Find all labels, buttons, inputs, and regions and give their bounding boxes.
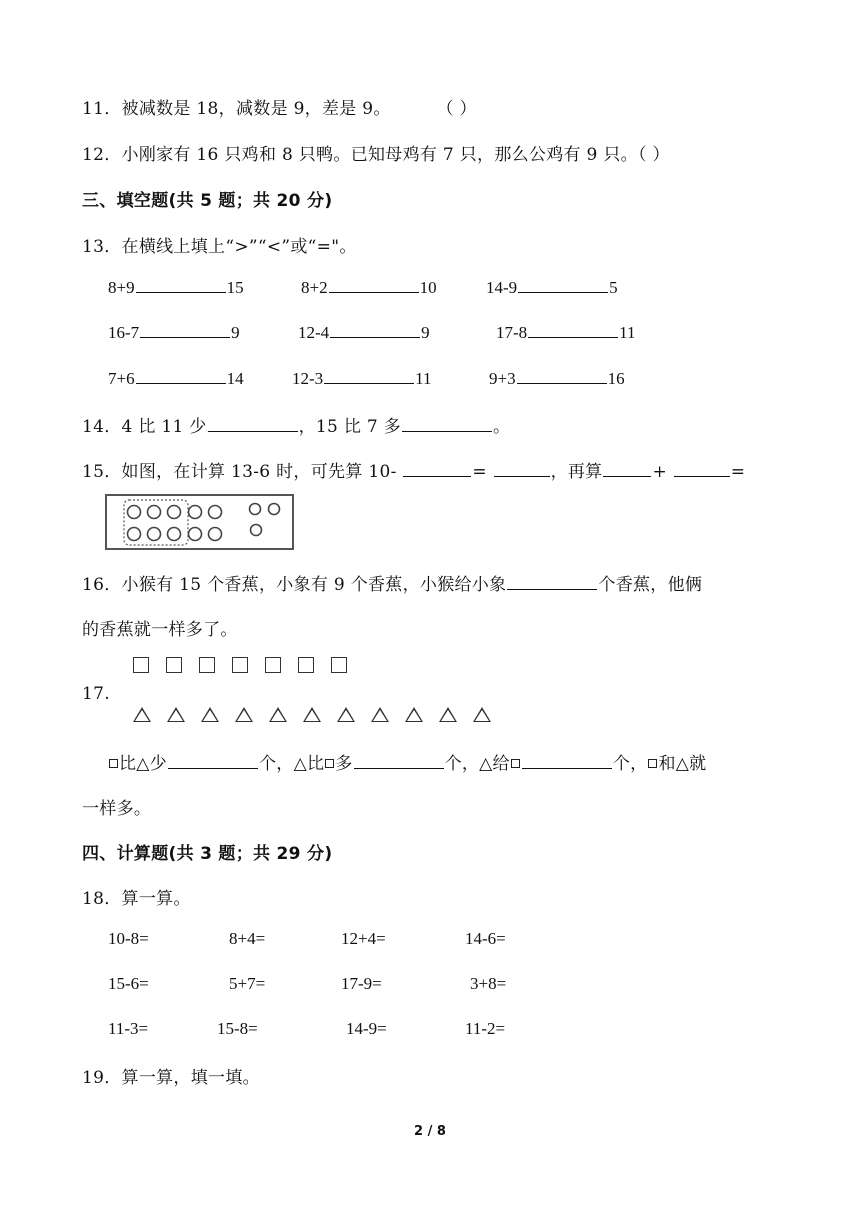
question-15: 15．如图，在计算 13-6 时，可先算 10- = ，再算 + = xyxy=(82,462,746,482)
square-icon xyxy=(166,657,182,673)
circle-icon xyxy=(189,506,202,519)
circles-figure xyxy=(104,491,296,553)
circle-icon xyxy=(168,506,181,519)
question-11 xyxy=(82,94,477,119)
calc-item: 14-6= xyxy=(465,929,506,948)
calc-item: 10-8= xyxy=(108,929,149,948)
squares-row xyxy=(133,657,364,677)
triangle-icon xyxy=(405,707,423,722)
answer-blank[interactable] xyxy=(403,460,471,477)
circle-icon xyxy=(189,528,202,541)
triangle-icon xyxy=(303,707,321,722)
answer-blank[interactable] xyxy=(330,321,420,338)
question-16: 16．小猴有 15 个香蕉，小象有 9 个香蕉，小猴给小象 个香蕉，他俩 xyxy=(82,575,703,595)
circle-icon xyxy=(269,504,280,515)
circle-icon xyxy=(209,506,222,519)
answer-blank[interactable] xyxy=(354,752,444,769)
question-19-text: 19．算一算，填一填。 xyxy=(82,1068,260,1088)
circle-icon xyxy=(250,504,261,515)
answer-blank[interactable] xyxy=(329,276,419,293)
question-14: 14．4 比 11 少 ，15 比 7 多 。 xyxy=(82,417,511,437)
answer-blank[interactable] xyxy=(603,460,651,477)
calc-item: 17-9= xyxy=(341,974,382,993)
circle-icon xyxy=(148,528,161,541)
triangle-icon xyxy=(201,707,219,722)
square-icon xyxy=(298,657,314,673)
answer-parentheses: （ ） xyxy=(436,99,477,119)
compare-item: 7+6 14 xyxy=(108,369,244,388)
question-17-text: 比△少 个，△比 多 个，△给 个， 和△就 xyxy=(108,749,706,774)
square-icon xyxy=(511,759,520,768)
compare-item: 12-4 9 xyxy=(298,323,430,342)
calc-item: 15-8= xyxy=(217,1019,258,1038)
compare-item: 12-3 11 xyxy=(292,369,432,388)
circle-icon xyxy=(168,528,181,541)
answer-blank[interactable] xyxy=(208,415,298,432)
square-icon xyxy=(648,759,657,768)
square-icon xyxy=(265,657,281,673)
circle-icon xyxy=(148,506,161,519)
answer-blank[interactable] xyxy=(528,321,618,338)
triangle-icon xyxy=(371,707,389,722)
answer-blank[interactable] xyxy=(402,415,492,432)
question-17-line-2: 一样多。 xyxy=(82,799,152,819)
compare-item: 8+9 15 xyxy=(108,278,244,297)
answer-blank[interactable] xyxy=(494,460,550,477)
circle-icon xyxy=(251,525,262,536)
question-18-text: 18．算一算。 xyxy=(82,889,191,909)
circle-icon xyxy=(128,528,141,541)
triangle-icon xyxy=(337,707,355,722)
answer-blank[interactable] xyxy=(674,460,730,477)
question-12-text: 12．小刚家有 16 只鸡和 8 只鸭。已知母鸡有 7 只，那么公鸡有 9 只。 xyxy=(82,145,638,165)
answer-blank[interactable] xyxy=(136,276,226,293)
circle-icon xyxy=(209,528,222,541)
compare-item: 9+3 16 xyxy=(489,369,625,388)
calc-item: 12+4= xyxy=(341,929,386,948)
calc-item: 3+8= xyxy=(470,974,507,993)
triangle-icon xyxy=(439,707,457,722)
compare-item: 8+2 10 xyxy=(301,278,437,297)
compare-item: 14-9 5 xyxy=(486,278,618,297)
answer-blank[interactable] xyxy=(140,321,230,338)
answer-blank[interactable] xyxy=(168,752,258,769)
square-icon xyxy=(331,657,347,673)
calc-item: 15-6= xyxy=(108,974,149,993)
compare-item: 17-8 11 xyxy=(496,323,636,342)
square-icon xyxy=(133,657,149,673)
triangles-row xyxy=(133,707,507,726)
calc-item: 8+4= xyxy=(229,929,266,948)
triangle-icon xyxy=(269,707,287,722)
triangle-icon xyxy=(167,707,185,722)
question-12 xyxy=(82,140,670,165)
triangle-icon xyxy=(473,707,491,722)
section-heading-fill-in: 三、填空题(共 5 题；共 20 分) xyxy=(82,191,333,211)
section-heading-calculation: 四、计算题(共 3 题；共 29 分) xyxy=(82,844,333,864)
answer-blank[interactable] xyxy=(136,367,226,384)
question-17-number: 17. xyxy=(82,684,110,704)
answer-blank[interactable] xyxy=(507,573,597,590)
calc-item: 14-9= xyxy=(346,1019,387,1038)
calc-item: 11-3= xyxy=(108,1019,149,1038)
circle-icon xyxy=(128,506,141,519)
square-icon xyxy=(199,657,215,673)
calc-item: 5+7= xyxy=(229,974,266,993)
answer-blank[interactable] xyxy=(517,367,607,384)
calc-item: 11-2= xyxy=(465,1019,506,1038)
question-16-line-2: 的香蕉就一样多了。 xyxy=(82,620,238,640)
square-icon xyxy=(325,759,334,768)
answer-blank[interactable] xyxy=(518,276,608,293)
compare-item: 16-7 9 xyxy=(108,323,240,342)
square-icon xyxy=(232,657,248,673)
question-13-text: 13．在横线上填上“>”“<”或“="。 xyxy=(82,237,357,257)
square-icon xyxy=(109,759,118,768)
triangle-icon xyxy=(235,707,253,722)
answer-blank[interactable] xyxy=(522,752,612,769)
triangle-icon xyxy=(133,707,151,722)
answer-blank[interactable] xyxy=(324,367,414,384)
page-number: 2 / 8 xyxy=(414,1124,446,1139)
answer-parentheses: （ ） xyxy=(637,145,670,165)
question-11-text: 11．被减数是 18，减数是 9，差是 9。 xyxy=(82,99,391,119)
